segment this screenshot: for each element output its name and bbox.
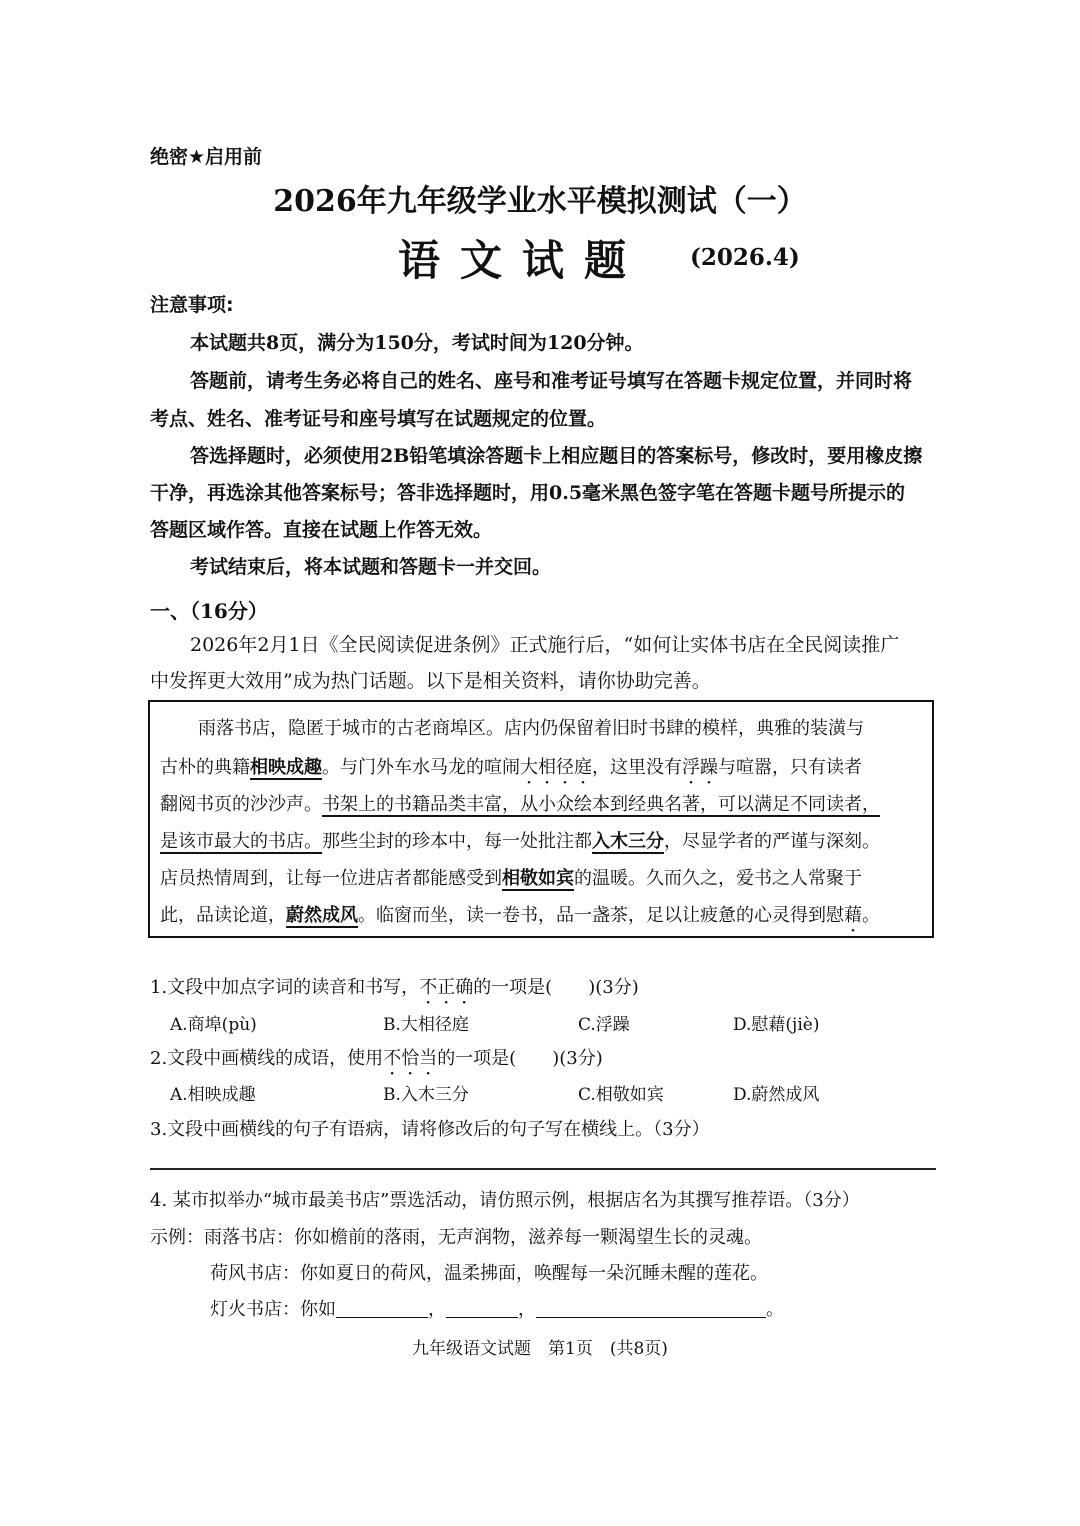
exam-date: (2026.4) xyxy=(690,244,800,271)
passage-line: 古朴的典籍相映成趣。与门外车水马龙的喧闹大相径庭，这里没有浮躁与喧嚣，只有读者 xyxy=(160,757,862,778)
q1-option-c: C.浮躁 xyxy=(578,1015,630,1035)
underlined-idiom: 入木三分 xyxy=(592,831,664,852)
underlined-idiom: 蔚然成风 xyxy=(286,905,358,926)
underlined-idiom: 相敬如宾 xyxy=(502,868,574,889)
passage-line: 是该市最大的书店。那些尘封的珍本中，每一处批注都入木三分，尽显学者的严谨与深刻。 xyxy=(160,831,880,852)
underlined-idiom: 相映成趣 xyxy=(250,757,322,778)
notice-line: 考试结束后，将本试题和答题卡一并交回。 xyxy=(190,556,552,578)
underlined-sentence: 是该市最大的书店。 xyxy=(160,831,322,852)
passage-line: 翻阅书页的沙沙声。书架上的书籍品类丰富，从小众绘本到经典名著，可以满足不同读者， xyxy=(160,794,880,815)
dotted-char: 藉 xyxy=(844,905,862,926)
q1-option-b: B.大相径庭 xyxy=(383,1015,469,1035)
notice-line: 考点、姓名、准考证号和座号填写在试题规定的位置。 xyxy=(150,408,607,430)
passage-line: 此，品读论道，蔚然成风。临窗而坐，读一卷书，品一盏茶，足以让疲惫的心灵得到慰藉。 xyxy=(160,905,880,926)
dotted-char: 庭 xyxy=(574,757,592,778)
notice-line: 答选择题时，必须使用2B铅笔填涂答题卡上相应题目的答案标号，修改时，要用橡皮擦 xyxy=(190,445,923,467)
passage-line: 雨落书店，隐匿于城市的古老商埠区。店内仍保留着旧时书肆的模样，典雅的装潢与 xyxy=(198,718,864,739)
answer-line[interactable] xyxy=(150,1168,936,1170)
section-intro: 2026年2月1日《全民阅读促进条例》正式施行后，“如何让实体书店在全民阅读推广 xyxy=(190,634,900,656)
dotted-char: 径 xyxy=(556,757,574,778)
q2-option-c: C.相敬如宾 xyxy=(578,1085,664,1105)
subject-title: 语文试题 xyxy=(398,236,647,285)
question-1: 1.文段中加点字词的读音和书写，不正确的一项是( )(3分) xyxy=(150,977,639,998)
page-footer: 九年级语文试题 第1页 (共8页) xyxy=(412,1339,668,1359)
q1-option-d: D.慰藉(jiè) xyxy=(733,1015,820,1035)
answer-blank[interactable] xyxy=(336,1299,428,1318)
underlined-sentence: 书架上的书籍品类丰富，从小众绘本到经典名著，可以满足不同读者， xyxy=(322,794,880,815)
answer-blank[interactable] xyxy=(446,1299,518,1318)
dotted-char: 大 xyxy=(520,757,538,778)
notice-line: 答题前，请考生务必将自己的姓名、座号和准考证号填写在答题卡规定位置，并同时将 xyxy=(190,370,913,392)
section-heading: 一、（16分） xyxy=(150,599,268,623)
notice-line: 答题区域作答。直接在试题上作答无效。 xyxy=(150,519,493,541)
notice-line: 本试题共8页，满分为150分，考试时间为120分钟。 xyxy=(190,332,644,354)
dotted-char: 躁 xyxy=(700,757,718,778)
question-2: 2.文段中画横线的成语，使用不恰当的一项是( )(3分) xyxy=(150,1048,603,1069)
q1-option-a: A.商埠(pù) xyxy=(170,1015,257,1035)
answer-blank[interactable] xyxy=(536,1299,766,1318)
q4-example-1: 示例：雨落书店：你如檐前的落雨，无声润物，滋养每一颗渴望生长的灵魂。 xyxy=(150,1227,762,1248)
q2-option-b: B.入木三分 xyxy=(383,1085,469,1105)
q4-task: 灯火书店：你如 ， ， 。 xyxy=(210,1299,784,1320)
confidential-mark: 绝密★启用前 xyxy=(150,146,263,168)
dotted-char: 相 xyxy=(538,757,556,778)
question-3: 3.文段中画横线的句子有语病，请将修改后的句子写在横线上。（3分） xyxy=(150,1119,710,1140)
notice-line: 干净，再选涂其他答案标号；答非选择题时，用0.5毫米黑色签字笔在答题卡题号所提示的 xyxy=(150,482,906,504)
section-intro: 中发挥更大效用”成为热门话题。以下是相关资料，请你协助完善。 xyxy=(150,670,711,692)
q4-example-2: 荷风书店：你如夏日的荷风，温柔拂面，唤醒每一朵沉睡未醒的莲花。 xyxy=(210,1263,768,1284)
question-4: 4. 某市拟举办“城市最美书店”票选活动，请仿照示例，根据店名为其撰写推荐语。（3分） xyxy=(150,1190,860,1211)
notice-title: 注意事项: xyxy=(150,294,234,316)
dotted-char: 浮 xyxy=(682,757,700,778)
passage-line: 店员热情周到，让每一位进店者都能感受到相敬如宾的温暖。久而久之，爱书之人常聚于 xyxy=(160,868,862,889)
q2-option-d: D.蔚然成风 xyxy=(733,1085,820,1105)
q2-option-a: A.相映成趣 xyxy=(170,1085,256,1105)
exam-title: 2026年九年级学业水平模拟测试（一） xyxy=(273,184,807,219)
